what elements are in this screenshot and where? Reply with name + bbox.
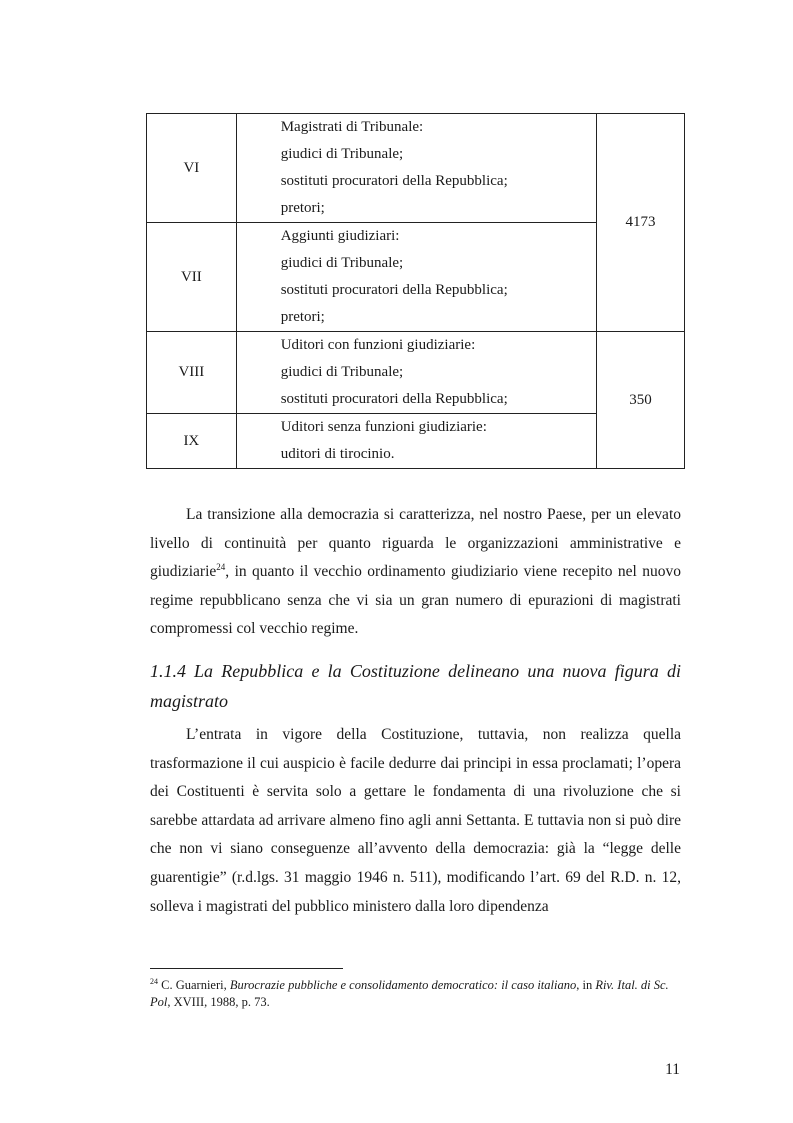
page-number: 11 [665, 1061, 680, 1078]
description-line: Uditori con funzioni giudiziarie: [280, 337, 476, 353]
section-heading [150, 656, 681, 716]
description-cell [236, 414, 596, 469]
description-line: giudici di Tribunale; [280, 146, 404, 162]
footnote-title: Burocrazie pubbliche e consolidamento democratico: il caso italiano [229, 978, 577, 992]
description-line: giudici di Tribunale; [280, 255, 404, 271]
footnote-text: , in [576, 978, 593, 992]
description-cell [236, 332, 596, 414]
grade-cell: VI [147, 114, 237, 223]
body-paragraph [150, 501, 681, 644]
description-line: sostituti procuratori della Repubblica; [280, 282, 508, 298]
grade-cell: VII [147, 223, 237, 332]
count-cell: 350 [597, 332, 685, 469]
description-line: uditori di tirocinio. [280, 446, 395, 462]
description-line: Uditori senza funzioni giudiziarie: [280, 419, 487, 435]
description-line: Magistrati di Tribunale: [280, 119, 424, 135]
description-line: sostituti procuratori della Repubblica; [280, 173, 508, 189]
body-paragraph: L’entrata in vigore della Costituzione, tuttavia, non realizza quella trasformazione il cui auspicio è facile dedurre dai principi in essa proclamati; l’opera dei Costituenti è servita solo a gettare le fondamenta di una rivoluzione che si sarebbe attardata ad arrivare almeno fino agli anni Settanta. E tuttavia non si può dire che non vi siano conseguenze all’avvento della democrazia: già la “legge delle guarentigie” (r.d.lgs. 31 maggio 1946 n. 511), modificando l’art. 69 del R.D. n. 12, solleva i magistrati del pubblico ministero dalla loro dipendenza [150, 726, 681, 915]
section-number: 1.1.4 [150, 661, 186, 681]
description-line: Aggiunti giudiziari: [280, 228, 400, 244]
grade-cell: IX [147, 414, 237, 469]
table-row [147, 332, 685, 414]
footnote-reference[interactable]: 24 [216, 562, 226, 573]
section-title: La Repubblica e la Costituzione delineano una nuova figura di magistrato [150, 661, 681, 711]
footnote-text: , XVIII, 1988, p. 73. [167, 995, 270, 1009]
description-line: pretori; [280, 200, 325, 216]
footnote-author: C. Guarnieri, [161, 978, 227, 992]
description-line: pretori; [280, 309, 325, 325]
footnote-journal: Riv. Ital. di Sc. Pol [150, 978, 669, 1009]
table-row [147, 114, 685, 223]
description-cell [236, 223, 596, 332]
grade-cell: VIII [147, 332, 237, 414]
footnote-separator [150, 968, 343, 969]
description-line: giudici di Tribunale; [280, 364, 404, 380]
paragraph-text: La transizione alla democrazia si caratterizza, nel nostro Paese, per un elevato livello di continuità per quanto riguarda le organizzazioni amministrative e giudiziarie [150, 506, 681, 581]
magistrate-grades-table [146, 113, 685, 469]
description-line: sostituti procuratori della Repubblica; [280, 391, 508, 407]
count-cell: 4173 [597, 114, 685, 332]
footnote [150, 977, 681, 1011]
description-cell [236, 114, 596, 223]
footnote-number: 24 [150, 976, 158, 986]
paragraph-text: , in quanto il vecchio ordinamento giudiziario viene recepito nel nuovo regime repubblicano senza che vi sia un gran numero di epurazioni di magistrati compromessi col vecchio regime. [150, 563, 681, 638]
